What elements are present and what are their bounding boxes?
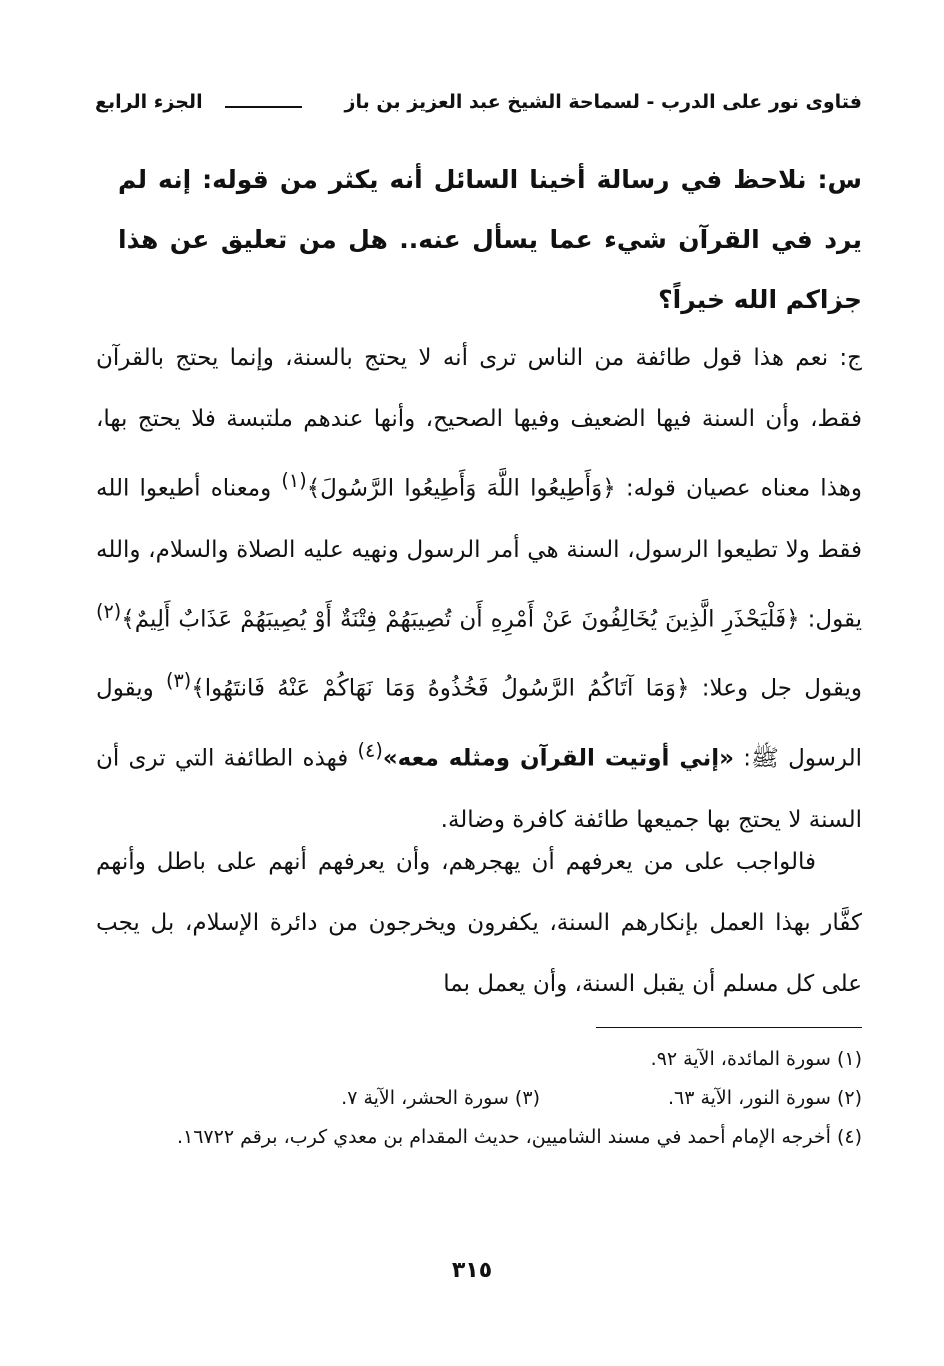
footnote-separator (596, 1027, 862, 1028)
footnote-text: (٣) سورة الحشر، الآية ٧. (341, 1087, 540, 1109)
page-number: ٣١٥ (451, 1258, 493, 1283)
footnote-item: (٤) أخرجه الإمام أحمد في مسند الشاميين، حديث المقدام بن معدي كرب، برقم ١٦٧٢٢. (176, 1126, 862, 1148)
question-text: س: نلاحظ في رسالة أخينا السائل أنه يكثر من قوله: إنه لم يرد في القرآن شيء عما يسأل عنه.. هل من تعليق عن هذا جزاكم الله خيراً؟ (118, 165, 862, 314)
running-header (95, 88, 862, 122)
quran-verse: ﴿وَأَطِيعُوا اللَّهَ وَأَطِيعُوا الرَّسُولَ﴾ (306, 475, 616, 502)
footnotes (96, 1040, 862, 1157)
footnote-text: (١) سورة المائدة، الآية ٩٢. (650, 1048, 862, 1070)
answer-paragraph-2: فالواجب على من يعرفهم أن يهجرهم، وأن يعرفهم أنهم على باطل وأنهم كفَّار بهذا العمل بإنكارهم السنة، يكفرون ويخرجون من دائرة الإسلام، بل يجب على كل مسلم أن يقبل السنة، وأن يعمل بما (96, 849, 862, 997)
book-title: فتاوى نور على الدرب - لسماحة الشيخ عبد العزيز بن باز (344, 91, 862, 113)
volume-label: الجزء الرابع (95, 91, 203, 113)
footnote-ref: (٤) (357, 738, 383, 762)
answer-text: ج: نعم هذا قول طائفة من الناس ترى أنه لا يحتج بالسنة، وإنما يحتج بالقرآن فقط، وأن السنة فيها الضعيف وفيها الصحيح، وأنها عندهم ملتبسة فلا يحتج بها، وهذا معناه عصيان قوله: (96, 345, 863, 502)
header-rule (225, 106, 302, 108)
quran-verse: ﴿فَلْيَحْذَرِ الَّذِينَ يُخَالِفُونَ عَنْ أَمْرِهِ أَن تُصِيبَهُمْ فِتْنَةٌ أَوْ يُصِيبَهُمْ عَذَابٌ أَلِيمٌ﴾ (121, 606, 800, 633)
footnote-ref: (١) (281, 469, 307, 492)
footnote-ref: (٣) (166, 669, 192, 693)
footnote-ref: (٢) (96, 599, 122, 623)
footnote-text: (٢) سورة النور، الآية ٦٣. (667, 1087, 862, 1109)
footnote-item (96, 1079, 862, 1118)
hadith-quote: «إني أوتيت القرآن ومثله معه» (382, 745, 735, 772)
quran-verse: ﴿وَمَا آتَاكُمُ الرَّسُولُ فَخُذُوهُ وَمَا نَهَاكُمْ عَنْهُ فَانتَهُوا﴾ (191, 675, 690, 702)
answer-text: ويقول الرسول ﷺ: (96, 675, 863, 772)
answer-text: فهذه الطائفة التي ترى أن السنة لا يحتج بها جميعها طائفة كافرة وضالة. (96, 745, 862, 833)
answer-text: ويقول جل وعلا: (701, 675, 862, 702)
footnote-item (96, 1040, 862, 1079)
answer-paragraph (96, 328, 862, 851)
answer-text: ومعناه أطيعوا الله فقط ولا تطيعوا الرسول، السنة هي أمر الرسول ونهيه عليه الصلاة والسلام، والله يقول: (96, 475, 862, 633)
